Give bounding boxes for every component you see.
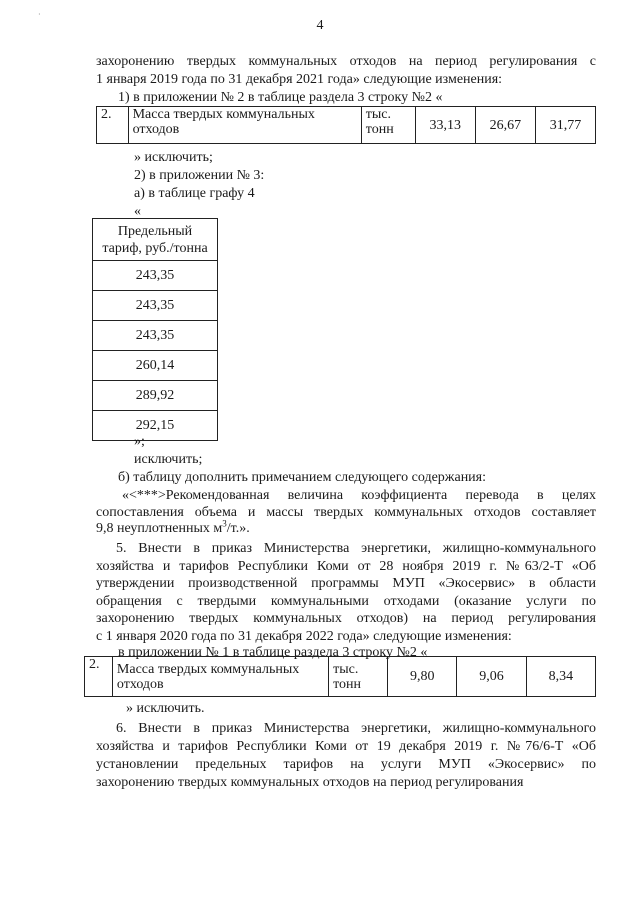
text-line: 1 января 2019 года по 31 декабря 2021 года» следующие изменения: xyxy=(96,72,503,87)
tariff-cell: 292,15 xyxy=(93,411,218,441)
text-line: утверждении производственной программы МУП «Экосервис» в области xyxy=(96,576,596,591)
text-line: 2) в приложении № 3: xyxy=(134,168,265,183)
text-line: » исключить; xyxy=(134,150,213,165)
row-table-1 xyxy=(96,106,596,144)
text-line: а) в таблице графу 4 xyxy=(134,186,255,201)
text-line: хозяйства и тарифов Республики Коми от 19 декабря 2019 г. №76/6-Т «Об xyxy=(96,739,596,754)
value-cell: 31,77 xyxy=(535,107,595,144)
tariff-table xyxy=(92,218,218,441)
text-line: захоронению твердых коммунальных отходов на период регулирования с xyxy=(96,54,596,69)
row-unit: тыс. тонн xyxy=(361,107,415,144)
text-line: б) таблицу дополнить примечанием следующего содержания: xyxy=(118,470,487,485)
tariff-cell: 260,14 xyxy=(93,351,218,381)
tariff-cell: 243,35 xyxy=(93,291,218,321)
text-line: исключить; xyxy=(134,452,203,467)
row-table-2 xyxy=(84,656,596,697)
text-line: установлении предельных тарифов на услуги МУП «Экосервис» по xyxy=(96,757,596,772)
value-cell: 9,80 xyxy=(388,657,457,697)
value-cell: 33,13 xyxy=(415,107,475,144)
row-name: Масса твердых коммунальных отходов xyxy=(112,657,328,697)
table-row xyxy=(93,321,218,351)
page-number: 4 xyxy=(316,18,324,33)
text-line: захоронению твердых коммунальных отходов на период регулирования xyxy=(96,775,524,790)
table-row xyxy=(93,381,218,411)
table-row xyxy=(97,107,596,144)
text-line: захоронению твердых коммунальных отходов) на период регулирования xyxy=(96,611,596,626)
table-header xyxy=(93,219,218,261)
row-number: 2. xyxy=(85,657,113,697)
value-cell: 8,34 xyxy=(526,657,595,697)
tariff-cell: 243,35 xyxy=(93,321,218,351)
column-header: Предельный тариф, руб./тонна xyxy=(93,219,218,261)
text-line: 5. Внести в приказ Министерства энергетики, жилищно-коммунального xyxy=(116,541,596,556)
text-line: сопоставления объема и массы твердых коммунальных отходов составляет xyxy=(96,505,596,520)
corner-mark: · xyxy=(38,10,41,19)
value-cell: 26,67 xyxy=(475,107,535,144)
text-line: 6. Внести в приказ Министерства энергетики, жилищно-коммунального xyxy=(116,721,596,736)
tariff-cell: 243,35 xyxy=(93,261,218,291)
tariff-cell: 289,92 xyxy=(93,381,218,411)
text-line: «<***>Рекомендованная величина коэффициента перевода в целях xyxy=(122,488,596,503)
text-line: 9,8 неуплотненных $м^3/т$.». xyxy=(96,518,250,536)
text-line: » исключить. xyxy=(126,701,205,716)
text-line: 1) в приложении № 2 в таблице раздела 3 строку №2 « xyxy=(118,90,443,105)
text-line: « xyxy=(134,204,141,219)
text-line: обращения с твердыми коммунальными отходами (оказание услуги по xyxy=(96,594,596,609)
text-line: хозяйства и тарифов Республики Коми от 28 ноября 2019 г. №63/2-Т «Об xyxy=(96,559,596,574)
table-row xyxy=(93,261,218,291)
table-row xyxy=(93,291,218,321)
text-line: »; xyxy=(134,434,145,449)
row-name: Масса твердых коммунальных отходов xyxy=(128,107,361,144)
row-unit: тыс. тонн xyxy=(329,657,388,697)
value-cell: 9,06 xyxy=(457,657,526,697)
text-line: в приложении № 1 в таблице раздела 3 строку №2 « xyxy=(118,645,428,660)
table-row xyxy=(93,351,218,381)
row-number: 2. xyxy=(97,107,129,144)
table-row xyxy=(85,657,596,697)
table-row xyxy=(93,411,218,441)
text-line: с 1 января 2020 года по 31 декабря 2022 года» следующие изменения: xyxy=(96,629,512,644)
